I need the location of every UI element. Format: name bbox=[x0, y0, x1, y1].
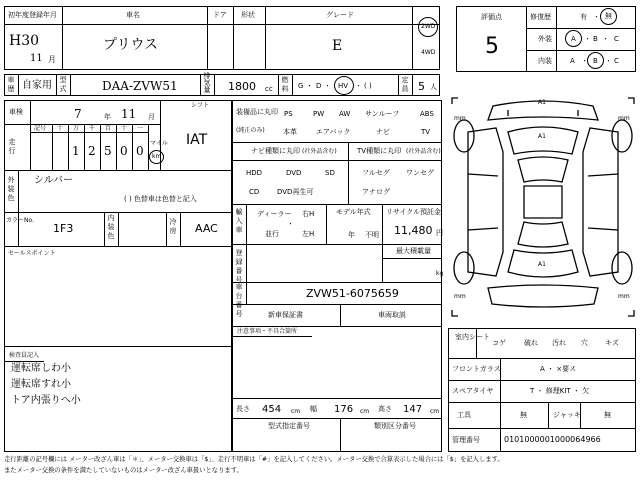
header-col-line bbox=[265, 6, 266, 70]
grade-row bbox=[526, 28, 636, 29]
spec-col-line bbox=[200, 74, 201, 96]
header-col-line bbox=[207, 6, 208, 70]
footer-note: またメーター交換の条件を満たしていないものはメーター改ざん車扱いとなります。 bbox=[4, 467, 243, 474]
tv-title-note: (社外品含む) bbox=[406, 148, 441, 155]
mileage-col bbox=[100, 124, 101, 170]
score-label: 評価点 bbox=[481, 13, 502, 21]
model-year-value: 不明 bbox=[365, 231, 379, 239]
import-dot: ・ bbox=[287, 220, 294, 228]
col-line bbox=[18, 170, 19, 212]
recycle-label: リサイクル預託金 bbox=[386, 208, 442, 216]
mileage-unit-mile: マイル bbox=[150, 140, 168, 147]
a1-mark: A1 bbox=[538, 99, 546, 106]
windshield-label: フロントガラス bbox=[452, 365, 501, 373]
import-left-h: 左H bbox=[302, 230, 315, 238]
equipment-item: TV bbox=[421, 128, 431, 136]
spare-label: スペアタイヤ bbox=[452, 387, 494, 395]
spec-col-line bbox=[18, 74, 19, 96]
grade-label: グレード bbox=[326, 11, 354, 19]
header-divider bbox=[4, 24, 440, 25]
inspection-label: 車検 bbox=[9, 108, 23, 116]
tv-item: フルセグ bbox=[362, 169, 390, 177]
fuel-g: G bbox=[298, 82, 304, 90]
tv-item: ワンセグ bbox=[406, 169, 434, 177]
length-unit: cm bbox=[291, 408, 301, 415]
mm-mark: mm bbox=[454, 293, 466, 300]
footer-note: 走行距離の記号欄には メーター改ざん車は「＊」、メーター交換車は「$」、走行不明車は「#」を記入してください。メーター交換で合算表示した場合には「$」を記入します。 bbox=[4, 456, 504, 463]
model-year-label: モデル年式 bbox=[336, 208, 371, 216]
ac-label: 冷房 bbox=[169, 218, 177, 235]
col-line bbox=[382, 204, 383, 244]
type-designation-label: 型式指定番号 bbox=[268, 422, 310, 430]
mileage-head: 万 bbox=[73, 125, 80, 132]
mileage-digit: 0 bbox=[120, 144, 128, 158]
spec-col-line bbox=[412, 74, 413, 96]
cond-row bbox=[448, 428, 636, 429]
first-reg-year: H30 bbox=[9, 33, 40, 49]
mileage-head: 千 bbox=[89, 125, 96, 132]
displacement-label: 排気量 bbox=[203, 72, 211, 94]
exterior-grade-sep: ・ bbox=[602, 35, 609, 43]
seat-option: 穴 bbox=[581, 339, 588, 347]
category-number-label: 類別区分番号 bbox=[374, 422, 416, 430]
col-line bbox=[246, 282, 247, 304]
repair-label: 修復歴 bbox=[530, 13, 551, 21]
row-line bbox=[232, 244, 442, 245]
shape-label: 形状 bbox=[241, 11, 255, 19]
row-line bbox=[232, 398, 442, 399]
mileage-col bbox=[52, 124, 53, 170]
first-reg-month: 11 bbox=[30, 53, 43, 64]
spec-col-line bbox=[70, 74, 71, 96]
capacity-label: 定員 bbox=[401, 76, 409, 93]
equipment-item: サンルーフ bbox=[365, 110, 400, 118]
width-unit: cm bbox=[360, 408, 370, 415]
repair-no: 無 bbox=[605, 12, 612, 20]
cond-row bbox=[448, 402, 636, 403]
capacity-value: 5 bbox=[418, 80, 425, 93]
mileage-digit: 0 bbox=[136, 144, 144, 158]
first-reg-month-unit: 月 bbox=[48, 55, 56, 64]
mileage-head: 百 bbox=[105, 125, 112, 132]
row-line bbox=[232, 204, 442, 205]
usage-label: 車歴 bbox=[7, 76, 15, 93]
navi-title: ナビ種類に丸印 bbox=[251, 147, 300, 155]
repair-sep: ・ bbox=[593, 13, 600, 21]
grade-row bbox=[526, 50, 636, 51]
import-parallel: 並行 bbox=[265, 230, 279, 238]
car-name: プリウス bbox=[103, 37, 159, 53]
col-line bbox=[246, 204, 247, 244]
drive-4wd: 4WD bbox=[421, 49, 436, 56]
drive-2wd: 2WD bbox=[421, 23, 436, 30]
inspection-year-unit: 年 bbox=[104, 113, 111, 121]
notice-label: 注意事項・不具合箇所 bbox=[237, 328, 298, 335]
col-line bbox=[382, 244, 383, 282]
header-col-line bbox=[233, 6, 234, 70]
score-value: 5 bbox=[485, 34, 499, 59]
row-line bbox=[4, 170, 232, 171]
exterior-note: ( ) 色替車は色替と記入 bbox=[124, 195, 197, 203]
a1-mark: A1 bbox=[538, 261, 546, 268]
exterior-color: シルバー bbox=[34, 175, 74, 186]
inspector-underline bbox=[4, 361, 44, 362]
displacement-unit: cc bbox=[265, 85, 273, 93]
inspector-note: トア内張りへ小 bbox=[11, 395, 81, 406]
height-label: 高さ bbox=[378, 405, 392, 413]
fuel-dot: ・ bbox=[306, 82, 313, 90]
spec-col-line bbox=[278, 74, 279, 96]
mgmt-value: 0101000001000064966 bbox=[504, 435, 601, 444]
mm-mark: mm bbox=[618, 115, 630, 122]
model-value: DAA-ZVW51 bbox=[102, 79, 178, 93]
equipment-item: 本革 bbox=[283, 128, 297, 136]
row-line bbox=[382, 258, 442, 259]
car-name-label: 車名 bbox=[126, 11, 140, 19]
navi-item: DVD再生可 bbox=[277, 188, 314, 196]
tv-item: アナログ bbox=[362, 188, 390, 196]
tools-label: 工具 bbox=[457, 411, 471, 419]
grade-col bbox=[556, 6, 557, 72]
mm-mark: mm bbox=[454, 115, 466, 122]
navi-title-note: (社外品含む) bbox=[302, 148, 337, 155]
inspector-note: 運転席しわ小 bbox=[11, 363, 71, 374]
model-label: 型式 bbox=[59, 76, 67, 93]
spec-col-line bbox=[398, 74, 399, 96]
interior-grade-b: B bbox=[593, 57, 598, 65]
a1-mark: A1 bbox=[538, 133, 546, 140]
door-label: ドア bbox=[213, 11, 227, 19]
col-line bbox=[340, 418, 341, 452]
interior-grade-sep: ・ bbox=[605, 57, 612, 65]
col-line bbox=[118, 212, 119, 246]
header-col-line bbox=[62, 6, 63, 70]
height-value: 147 bbox=[403, 404, 423, 415]
seat-option: 破れ bbox=[524, 339, 538, 347]
equipment-item: AW bbox=[339, 110, 351, 118]
notice-underline bbox=[232, 336, 312, 337]
import-dealer: ディーラー bbox=[257, 210, 292, 218]
navi-item: DVD bbox=[286, 169, 302, 177]
manual-label: 車両取説 bbox=[378, 311, 406, 319]
exterior-grade-label: 外装 bbox=[538, 35, 552, 43]
mileage-label: 走行 bbox=[8, 138, 16, 155]
col-line bbox=[166, 212, 167, 246]
mileage-header-line bbox=[30, 132, 148, 133]
width-label: 幅 bbox=[310, 405, 317, 413]
col-line bbox=[104, 212, 105, 246]
grade-col bbox=[526, 6, 527, 72]
warranty-label: 新車保証書 bbox=[268, 311, 303, 319]
jack-value: 無 bbox=[604, 411, 611, 419]
fuel-hv: HV bbox=[338, 82, 349, 90]
exterior-grade-c: C bbox=[614, 35, 619, 43]
mileage-head: 十 bbox=[121, 125, 128, 132]
first-reg-label: 初年度登録年月 bbox=[8, 11, 57, 19]
cond-col bbox=[548, 402, 549, 428]
spare-options: T ・ 修理KIT ・ 欠 bbox=[530, 387, 590, 395]
cond-row bbox=[448, 380, 636, 381]
mileage-head: 記号 bbox=[34, 125, 47, 132]
col-line bbox=[180, 212, 181, 246]
mm-mark: mm bbox=[618, 293, 630, 300]
interior-grade-c: C bbox=[614, 57, 619, 65]
fuel-d: D bbox=[316, 82, 322, 90]
color-no-value: 1F3 bbox=[53, 222, 74, 235]
usage-value: 自家用 bbox=[22, 80, 52, 91]
fuel-dot: ・ bbox=[355, 82, 362, 90]
mileage-head: 一 bbox=[137, 125, 144, 132]
exterior-grade-b: B bbox=[593, 35, 598, 43]
col-line bbox=[326, 204, 327, 244]
mileage-head: 十 bbox=[57, 125, 64, 132]
interior-grade-label: 内装 bbox=[538, 57, 552, 65]
exterior-label: 外装色 bbox=[7, 176, 15, 202]
mileage-col bbox=[84, 124, 85, 170]
mileage-col bbox=[132, 124, 133, 170]
navi-item: HDD bbox=[246, 169, 263, 177]
height-unit: cm bbox=[430, 408, 440, 415]
repair-yes: 有 bbox=[580, 13, 587, 21]
shift-value: IAT bbox=[186, 132, 208, 148]
equipment-item: PS bbox=[284, 110, 293, 118]
navi-item: CD bbox=[249, 188, 260, 196]
mileage-digit: 2 bbox=[88, 144, 96, 158]
color-no-label: カラーNo. bbox=[6, 217, 34, 224]
tv-title: TV種類に丸印 bbox=[357, 147, 402, 155]
width-value: 176 bbox=[334, 404, 354, 415]
jack-label: ジャッキ bbox=[553, 411, 581, 419]
mileage-unit-km: km bbox=[152, 153, 162, 160]
mileage-col bbox=[148, 124, 149, 170]
seat-option: コゲ bbox=[492, 339, 506, 347]
sales-point-label: セールスポイント bbox=[8, 250, 56, 257]
equipment-item: エアバック bbox=[316, 128, 351, 136]
recycle-unit: 円 bbox=[436, 229, 443, 237]
row-line bbox=[232, 142, 442, 143]
import-right-h: 右H bbox=[302, 210, 315, 218]
inspection-year: 7 bbox=[74, 107, 82, 121]
equipment-item: ABS bbox=[420, 110, 434, 118]
spec-col-line bbox=[292, 74, 293, 96]
row-line bbox=[232, 418, 442, 419]
ac-value: AAC bbox=[195, 222, 218, 235]
length-label: 長さ bbox=[236, 405, 250, 413]
car-damage-diagram bbox=[448, 92, 638, 322]
spec-col-line bbox=[56, 74, 57, 96]
exterior-grade-sep: ・ bbox=[584, 35, 591, 43]
import-label: 輸入車 bbox=[235, 208, 243, 234]
equipment-sublabel: (純正のみ) bbox=[236, 127, 265, 134]
max-load-unit: kg bbox=[436, 270, 444, 277]
interior-color-label: 内装色 bbox=[107, 214, 115, 240]
max-load-label: 最大積載量 bbox=[396, 247, 431, 255]
equipment-item: ナビ bbox=[376, 128, 390, 136]
inspector-label: 検査員記入 bbox=[9, 352, 40, 359]
row-line bbox=[4, 246, 232, 247]
inspector-note: 運転席すれ小 bbox=[11, 379, 71, 390]
row-line bbox=[232, 304, 442, 305]
seat-label: 室内シート bbox=[455, 333, 490, 341]
col-line bbox=[30, 100, 31, 170]
length-value: 454 bbox=[262, 404, 282, 415]
mileage-col bbox=[116, 124, 117, 170]
col-line bbox=[246, 244, 247, 282]
mileage-digit: 5 bbox=[104, 144, 112, 158]
shift-label: シフト bbox=[191, 102, 210, 109]
header-col-line bbox=[412, 6, 413, 70]
seat-option: キズ bbox=[605, 339, 619, 347]
model-year-unit: 年 bbox=[348, 231, 355, 239]
cond-row bbox=[448, 358, 636, 359]
seat-option: 汚れ bbox=[552, 339, 566, 347]
col-line bbox=[340, 304, 341, 326]
inspection-month: 11 bbox=[121, 107, 137, 121]
row-line bbox=[232, 160, 442, 161]
fuel-paren: ( ) bbox=[364, 82, 372, 90]
mgmt-label: 管理番号 bbox=[452, 436, 480, 444]
grade-value: E bbox=[332, 38, 343, 54]
exterior-grade-a: A bbox=[571, 35, 576, 43]
spec-col-line bbox=[214, 74, 215, 96]
navi-item: SD bbox=[325, 169, 335, 177]
interior-grade-a: A bbox=[570, 57, 575, 65]
row-line bbox=[4, 346, 232, 347]
inspection-month-unit: 月 bbox=[148, 113, 155, 121]
col-line bbox=[348, 142, 349, 204]
registration-label: 登録番号 bbox=[235, 249, 243, 284]
chassis-label: 車台番号 bbox=[235, 283, 243, 318]
interior-grade-sep: ・ bbox=[581, 57, 588, 65]
equipment-item: PW bbox=[313, 110, 325, 118]
equipment-label: 装備品に丸印 bbox=[236, 108, 278, 116]
windshield-options: A ・ ×要ス bbox=[540, 365, 577, 373]
tools-value: 無 bbox=[520, 411, 527, 419]
mileage-col bbox=[68, 124, 69, 170]
mileage-digit: 1 bbox=[72, 144, 80, 158]
row-line bbox=[232, 326, 442, 327]
fuel-label: 燃料 bbox=[281, 76, 289, 93]
chassis-value: ZVW51-6075659 bbox=[306, 287, 399, 300]
capacity-unit: 人 bbox=[430, 83, 437, 91]
recycle-value: 11,480 bbox=[394, 224, 433, 237]
row-line bbox=[232, 282, 442, 283]
displacement-value: 1800 bbox=[228, 80, 256, 93]
fuel-dot: ・ bbox=[324, 82, 331, 90]
